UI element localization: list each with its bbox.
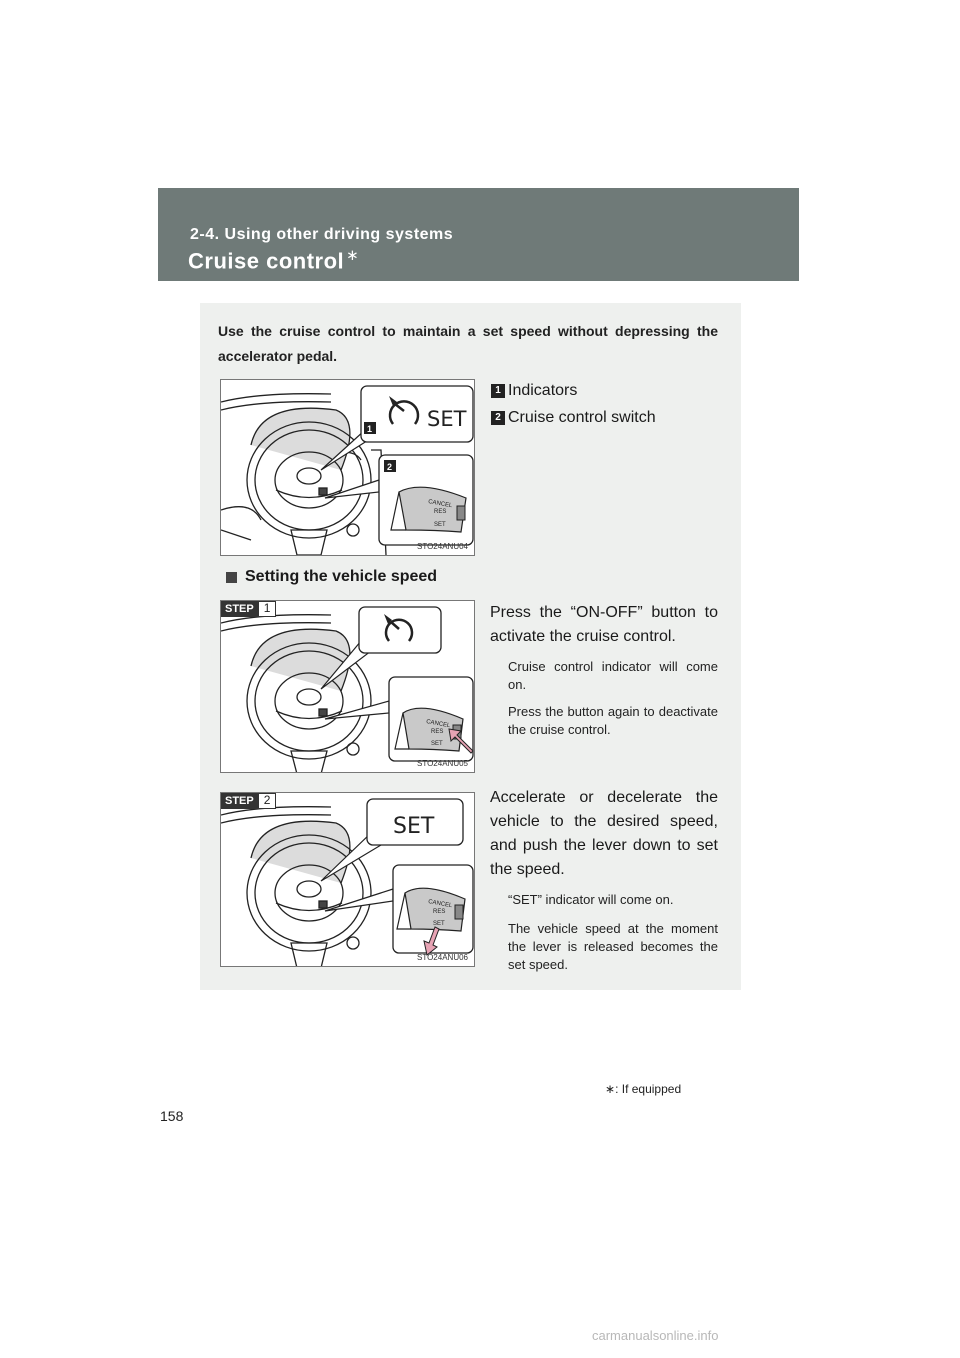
dashboard-illustration [221,601,475,773]
square-bullet-icon [226,572,237,583]
set-indicator-label: SET [393,814,435,839]
callout-number: 1 [367,424,373,434]
page-title-text: Cruise control [188,248,345,274]
step-word: STEP [221,601,258,617]
subheading [226,568,437,586]
legend-number-badge: 2 [491,411,505,425]
step1-note: Press the button again to deactivate the cruise control. [508,704,718,737]
lever-set-label: SET [433,921,445,927]
legend-item-switch [491,404,656,431]
if-equipped-mark: ∗ [605,1082,616,1096]
content-box [200,303,741,990]
legend-label: Indicators [508,381,578,399]
dashboard-illustration [221,380,475,556]
step1-text: Press the “ON-OFF” button to activate the cruise control. [490,604,718,645]
lever-set-label: SET [434,522,446,528]
page-number: 158 [160,1108,184,1124]
step-number: 1 [258,601,277,617]
section-label: 2-4. Using other driving systems [190,226,454,243]
lever-res-label: RES [431,729,444,735]
figure-code: STO24ANU06 [417,953,468,962]
watermark: carmanualsonline.info [592,1328,719,1343]
legend-item-indicators [491,377,656,404]
lever-cancel-label: CANCEL [427,499,453,510]
page-title [188,246,359,274]
step1-note: Cruise control indicator will come on. [508,659,718,692]
step2-note: The vehicle speed at the moment the lever is released becomes the set speed. [508,921,718,972]
subheading-text: Setting the vehicle speed [245,568,438,585]
step2-text: Accelerate or decelerate the vehicle to the desired speed, and push the lever down to set the speed. [490,789,718,878]
lever-cancel-label: CANCEL [425,719,451,730]
step1-figure [220,600,475,773]
lever-set-label: SET [431,741,443,747]
step2-figure [220,792,475,967]
figure-code: STO24ANU04 [417,542,468,551]
dashboard-illustration [221,793,475,967]
lever-cancel-label: CANCEL [427,899,453,910]
step-word: STEP [221,793,258,809]
step-badge [221,601,276,617]
if-equipped-mark: ∗ [346,247,360,264]
step2-note: “SET” indicator will come on. [508,892,674,907]
footnote [605,1082,681,1096]
footnote-text: : If equipped [615,1082,682,1096]
figure-legend [491,377,656,431]
overview-figure [220,379,475,556]
intro-text: Use the cruise control to maintain a set speed without depressing the accelerator pedal. [218,323,718,364]
lever-res-label: RES [434,509,447,515]
figure-code: STO24ANU05 [417,759,468,768]
set-indicator-label: SET [427,407,467,431]
step-badge [221,793,276,809]
page-header [158,188,799,281]
legend-number-badge: 1 [491,384,505,398]
lever-res-label: RES [433,909,446,915]
callout-number: 2 [387,462,393,472]
step-number: 2 [258,793,277,809]
legend-label: Cruise control switch [508,408,656,426]
